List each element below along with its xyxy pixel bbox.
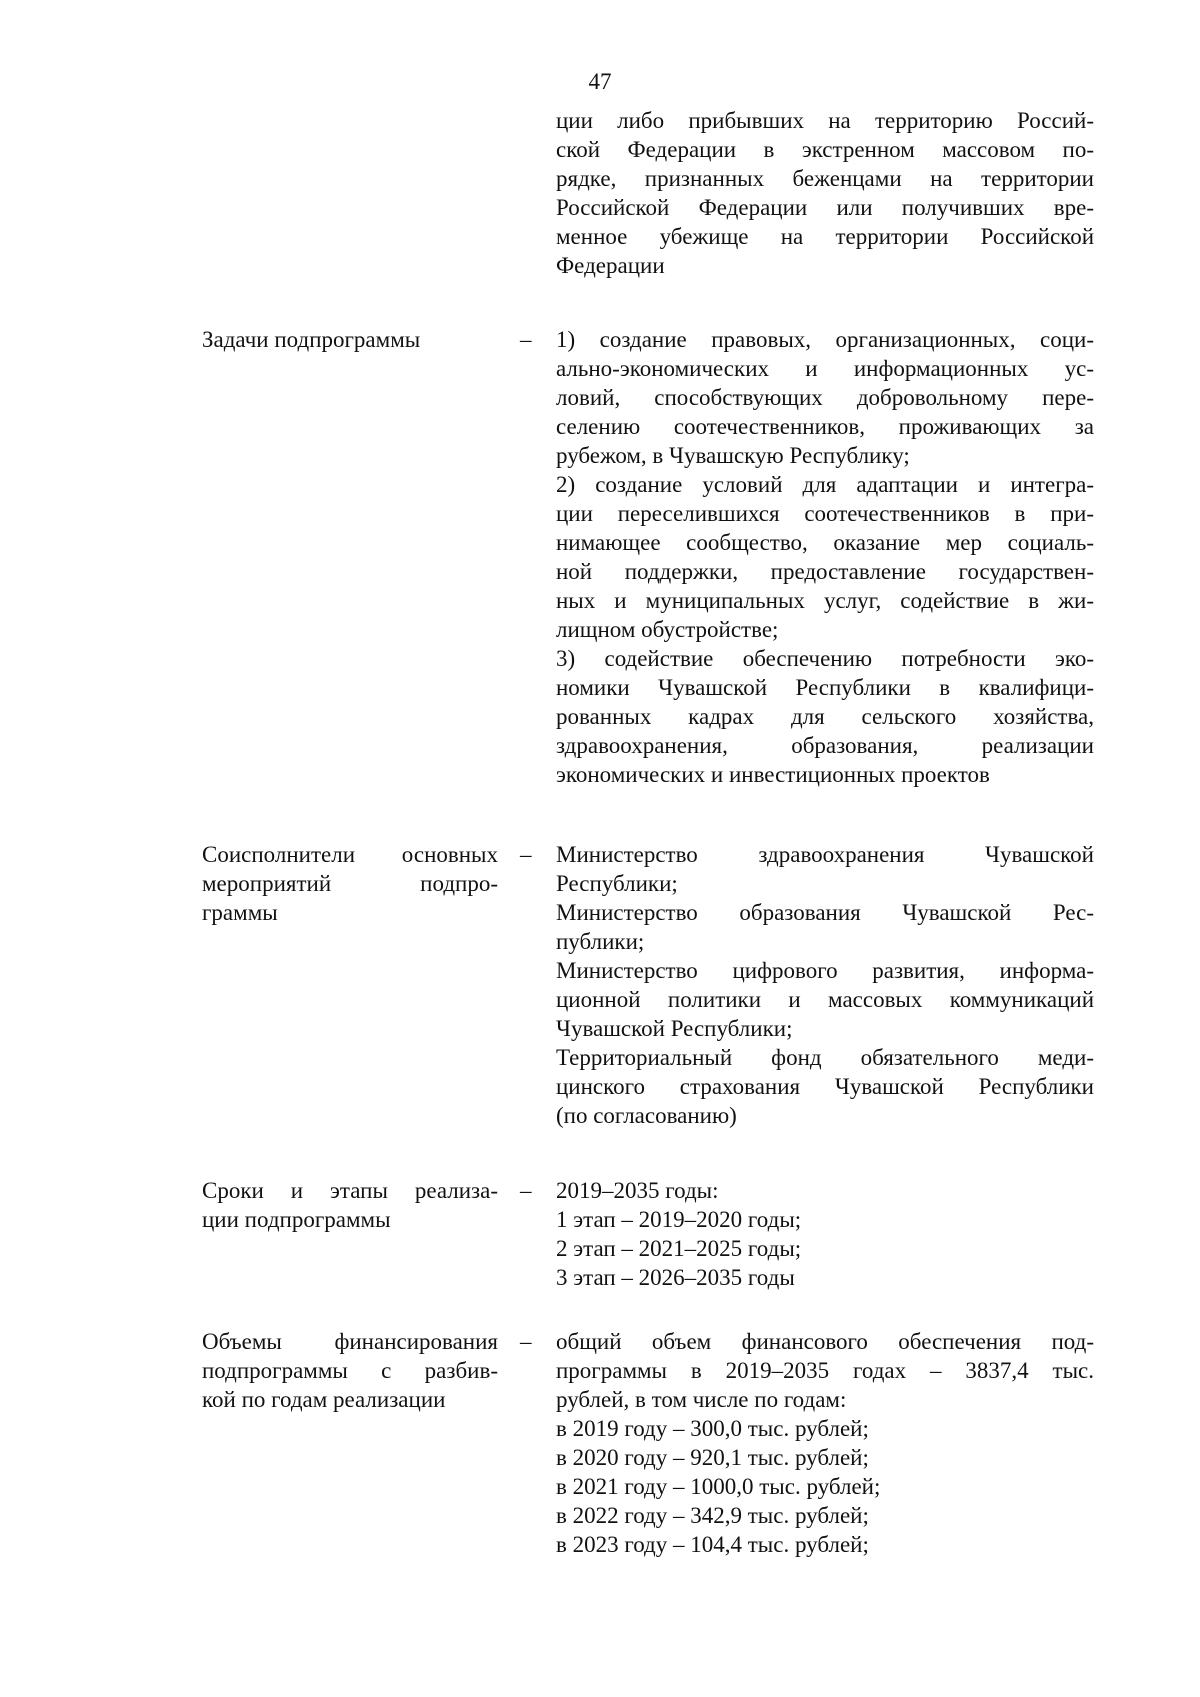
section-value-timeline [556,1176,1094,1292]
text-line: Российской Федерации или получивших вре- [556,195,1094,220]
text-line: менное убежище на территории Российской [556,224,1094,249]
text-line: Министерство цифрового развития, информа- [556,958,1094,983]
label-line: мероприятий подпро- [202,871,498,896]
section-value-coexecutors [556,840,1094,1130]
label-line: Соисполнители основных [202,842,498,867]
section-value-funding [556,1327,1094,1559]
text-line: ции либо прибывших на территорию Россий- [556,108,1094,133]
text-line: Чувашской Республики; [556,1016,793,1041]
section-label-coexecutors [202,840,498,927]
label-line: Сроки и этапы реализа- [202,1178,498,1203]
text-line: рованных кадрах для сельского хозяйства, [556,704,1094,729]
separator-dash: – [520,1329,532,1354]
text-line: лищном обустройстве; [556,617,779,642]
label-line: подпрограммы с разбив- [202,1358,498,1383]
text-line: Федерации [556,253,665,278]
label-line: ции подпрограммы [202,1207,391,1232]
text-line: 3) содействие обеспечению потребности эко- [556,646,1094,671]
text-line: рубежом, в Чувашскую Республику; [556,443,910,468]
text-line: ной поддержки, предоставление государствен- [556,559,1094,584]
text-line: экономических и инвестиционных проектов [556,762,990,787]
text-line: Министерство образования Чувашской Рес- [556,900,1094,925]
text-line: нимающее сообщество, оказание мер социаль- [556,530,1094,555]
text-line: 1) создание правовых, организационных, соци- [556,327,1094,352]
text-line: рядке, признанных беженцами на территории [556,166,1094,191]
text-line: 2019–2035 годы: [556,1178,719,1203]
text-line: программы в 2019–2035 годах – 3837,4 тыс. [556,1358,1094,1383]
text-line: публики; [556,929,645,954]
page-number: 47 [588,69,612,94]
label-line: кой по годам реализации [202,1387,446,1412]
text-line: ской Федерации в экстренном массовом по- [556,137,1094,162]
text-line: 3 этап – 2026–2035 годы [556,1265,795,1290]
text-line: Республики; [556,871,678,896]
separator-dash: – [520,842,532,867]
text-line: цинского страхования Чувашской Республики [556,1074,1094,1099]
text-line: Министерство здравоохранения Чувашской [556,842,1094,867]
text-line: номики Чувашской Республики в квалифици- [556,675,1094,700]
text-line: Территориальный фонд обязательного меди- [556,1045,1094,1070]
section-value-tasks [556,325,1094,789]
separator-dash: – [520,1178,532,1203]
text-line: (по согласованию) [556,1103,737,1128]
text-line: ных и муниципальных услуг, содействие в жи- [556,588,1094,613]
continuation-text [556,106,1094,280]
text-line: ально-экономических и информационных ус- [556,356,1094,381]
text-line: 1 этап – 2019–2020 годы; [556,1207,802,1232]
text-line: здравоохранения, образования, реализации [556,733,1094,758]
label-line: Объемы финансирования [202,1329,498,1354]
text-line: ции переселившихся соотечественников в при- [556,501,1094,526]
label-line: граммы [202,900,278,925]
text-line: рублей, в том числе по годам: [556,1387,847,1412]
text-line: в 2023 году – 104,4 тыс. рублей; [556,1532,869,1557]
text-line: 2 этап – 2021–2025 годы; [556,1236,802,1261]
text-line: селению соотечественников, проживающих за [556,414,1094,439]
text-line: общий объем финансового обеспечения под- [556,1329,1094,1354]
text-line: ловий, способствующих добровольному пере- [556,385,1094,410]
text-line: в 2022 году – 342,9 тыс. рублей; [556,1503,869,1528]
text-line: в 2021 году – 1000,0 тыс. рублей; [556,1474,881,1499]
section-label-funding [202,1327,498,1414]
section-label-tasks [202,325,498,354]
text-line: в 2019 году – 300,0 тыс. рублей; [556,1416,869,1441]
text-line: в 2020 году – 920,1 тыс. рублей; [556,1445,869,1470]
separator-dash: – [520,327,532,352]
section-label-timeline [202,1176,498,1234]
text-line: ционной политики и массовых коммуникаций [556,987,1094,1012]
text-line: 2) создание условий для адаптации и интегра- [556,472,1094,497]
label-line: Задачи подпрограммы [202,327,421,352]
